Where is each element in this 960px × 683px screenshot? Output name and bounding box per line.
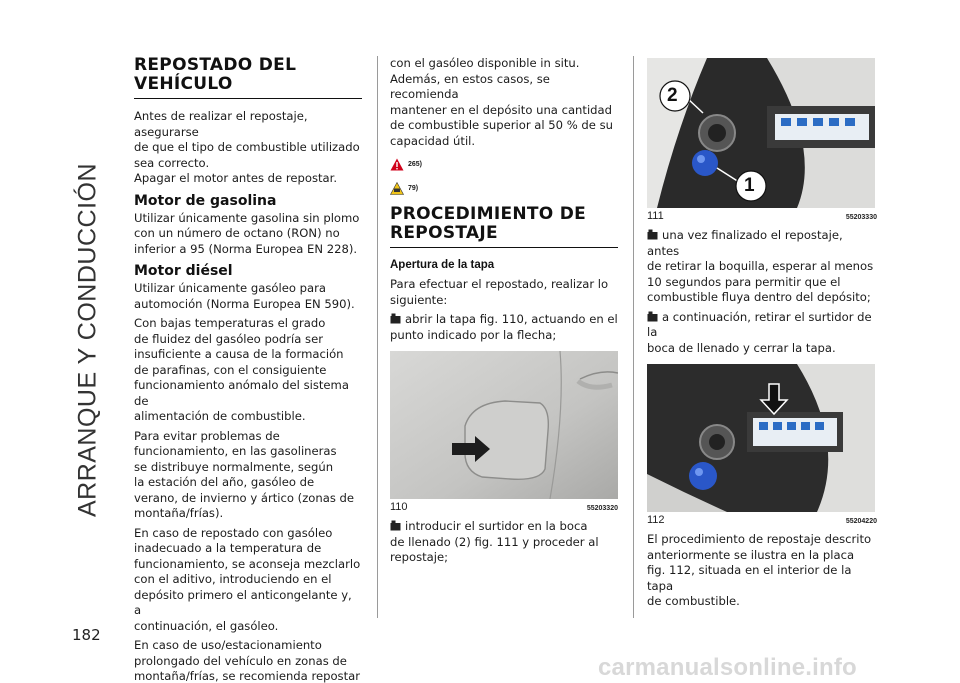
figure-number: 111 [647,210,664,222]
column-divider [377,56,378,618]
step-insert-nozzle: introducir el surtidor en la boca de llenado (2) fig. 111 y proceder al repostaje; [390,519,599,564]
step-open-cap: abrir la tapa fig. 110, actuando en el punto indicado por la flecha; [390,312,618,342]
step-remove-nozzle: a continuación, retirar el surtidor de la boca de llenado y cerrar la tapa. [647,309,872,355]
intro-text: Antes de realizar el repostaje, asegurarse de que el tipo de combustible utilizado sea correcto. Apagar el motor antes de repostar. [134,109,360,185]
column-divider [633,56,634,618]
lead-text: Para efectuar el repostado, realizar lo siguiente: [390,277,609,307]
caution-reference [390,179,618,197]
caution-ref-number: 79) [408,184,419,192]
subheading-apertura: Apertura de la tapa [390,259,495,271]
watermark: carmanualsonline.info [598,654,857,681]
figure-number: 112 [647,514,665,526]
fuel-door-closed-image [390,351,618,499]
figure-code: 55203330 [845,214,877,221]
page-number: 182 [72,626,101,644]
figure-code: 55204220 [845,518,877,525]
heading-diesel: Motor diésel [134,263,233,279]
continued-text: con el gasóleo disponible in situ. Además, en estos casos, se recomienda mantener en el depósito una cantidad de combustible superior al 50 % de su capacidad útil. [390,56,613,148]
callout-label-2: 2 [667,85,678,106]
step-wait: una vez finalizado el repostaje, antes de retirar la boquilla, esperar al menos 10 segundos para permitir que el combustible fluya dentro del depósito; [647,228,874,304]
figure-111 [647,58,877,222]
diesel-paragraph: Con bajas temperaturas el grado de fluidez del gasóleo podría ser insuficiente a causa de la formación de parafinas, con el consiguiente funcionamiento anómalo del sistema de alimentación de combustible. [134,316,349,423]
warning-icon [390,158,404,171]
figure-110 [390,351,618,513]
diesel-paragraph: Utilizar únicamente gasóleo para automoción (Norma Europea EN 590). [134,281,355,311]
section-title-repostado: REPOSTADO DEL VEHÍCULO [134,56,362,99]
figure-112 [647,364,877,526]
bullet-icon [390,313,401,324]
closing-text: El procedimiento de repostaje descrito anteriormente se ilustra en la placa fig. 112, situada en el interior de la tapa de combustible. [647,532,872,608]
heading-gasolina: Motor de gasolina [134,192,277,209]
callout-label-1: 1 [744,175,755,196]
section-title-procedimiento: PROCEDIMIENTO DE REPOSTAJE [390,205,618,248]
bullet-icon [647,229,658,240]
warning-ref-number: 265) [408,160,423,168]
figure-code: 55203320 [586,505,618,512]
warning-reference [390,155,618,173]
bullet-icon [647,311,658,322]
diesel-paragraph: Para evitar problemas de funcionamiento, en las gasolineras se distribuye normalmente, según la estación del año, gasóleo de verano, de invierno y ártico (zonas de montaña/frías). [134,428,355,520]
caution-icon [390,182,404,195]
column-3 [647,56,877,610]
fuel-filler-open-image [647,58,875,208]
fuel-door-label-image [647,364,875,512]
diesel-paragraph: En caso de repostado con gasóleo inadecuado a la temperatura de funcionamiento, se aconseja mezclarlo con el aditivo, introduciendo en el depósito primero el anticongelante y, a continuación, el gasóleo. [134,525,361,633]
diesel-paragraph: En caso de uso/estacionamiento prolongado del vehículo en zonas de montaña/frías, se recomienda repostar [134,638,360,683]
gasolina-text: Utilizar únicamente gasolina sin plomo con un número de octano (RON) no inferior a 95 (Norma Europea EN 228). [134,210,360,256]
column-2 [390,56,618,566]
bullet-icon [390,520,401,531]
figure-number: 110 [390,501,408,513]
column-1 [134,56,362,683]
